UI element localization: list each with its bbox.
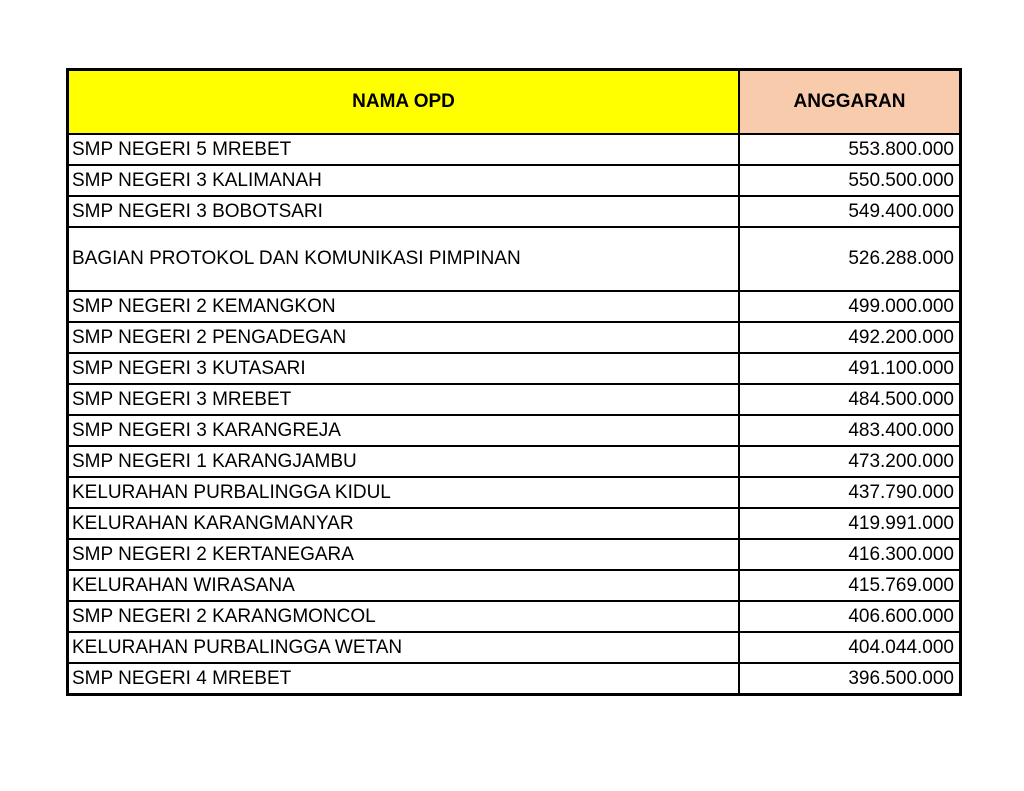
table-row: [68, 477, 961, 508]
table-row: [68, 415, 961, 446]
opd-name-cell: BAGIAN PROTOKOL DAN KOMUNIKASI PIMPINAN: [68, 227, 740, 291]
opd-name-cell: SMP NEGERI 3 KALIMANAH: [68, 165, 740, 196]
table-row: [68, 539, 961, 570]
table-header: [68, 70, 961, 135]
table-row: [68, 353, 961, 384]
table-row: [68, 165, 961, 196]
opd-name-cell: KELURAHAN PURBALINGGA KIDUL: [68, 477, 740, 508]
opd-name-cell: SMP NEGERI 2 PENGADEGAN: [68, 322, 740, 353]
table-row: [68, 322, 961, 353]
anggaran-cell: 473.200.000: [739, 446, 961, 477]
table-row: [68, 663, 961, 695]
table-row: [68, 570, 961, 601]
table-row: [68, 601, 961, 632]
anggaran-cell: 483.400.000: [739, 415, 961, 446]
table-row: [68, 291, 961, 322]
opd-name-cell: KELURAHAN WIRASANA: [68, 570, 740, 601]
table-row: [68, 508, 961, 539]
anggaran-cell: 396.500.000: [739, 663, 961, 695]
table-body: [68, 134, 961, 695]
opd-name-cell: SMP NEGERI 2 KERTANEGARA: [68, 539, 740, 570]
anggaran-cell: 419.991.000: [739, 508, 961, 539]
anggaran-cell: 549.400.000: [739, 196, 961, 227]
opd-name-cell: SMP NEGERI 2 KEMANGKON: [68, 291, 740, 322]
opd-name-cell: SMP NEGERI 2 KARANGMONCOL: [68, 601, 740, 632]
budget-table: [66, 68, 962, 696]
anggaran-cell: 416.300.000: [739, 539, 961, 570]
anggaran-cell: 550.500.000: [739, 165, 961, 196]
header-anggaran: ANGGARAN: [739, 70, 961, 135]
anggaran-cell: 526.288.000: [739, 227, 961, 291]
opd-name-cell: SMP NEGERI 5 MREBET: [68, 134, 740, 165]
table-row: [68, 227, 961, 291]
opd-name-cell: SMP NEGERI 4 MREBET: [68, 663, 740, 695]
anggaran-cell: 406.600.000: [739, 601, 961, 632]
opd-name-cell: SMP NEGERI 1 KARANGJAMBU: [68, 446, 740, 477]
table-row: [68, 446, 961, 477]
table-row: [68, 384, 961, 415]
opd-name-cell: SMP NEGERI 3 MREBET: [68, 384, 740, 415]
header-row: [68, 70, 961, 135]
table-row: [68, 196, 961, 227]
anggaran-cell: 492.200.000: [739, 322, 961, 353]
anggaran-cell: 491.100.000: [739, 353, 961, 384]
opd-name-cell: SMP NEGERI 3 BOBOTSARI: [68, 196, 740, 227]
opd-name-cell: SMP NEGERI 3 KUTASARI: [68, 353, 740, 384]
table-row: [68, 134, 961, 165]
anggaran-cell: 484.500.000: [739, 384, 961, 415]
opd-name-cell: KELURAHAN KARANGMANYAR: [68, 508, 740, 539]
anggaran-cell: 499.000.000: [739, 291, 961, 322]
table-row: [68, 632, 961, 663]
opd-name-cell: SMP NEGERI 3 KARANGREJA: [68, 415, 740, 446]
anggaran-cell: 415.769.000: [739, 570, 961, 601]
anggaran-cell: 404.044.000: [739, 632, 961, 663]
anggaran-cell: 437.790.000: [739, 477, 961, 508]
header-nama-opd: NAMA OPD: [68, 70, 740, 135]
anggaran-cell: 553.800.000: [739, 134, 961, 165]
opd-name-cell: KELURAHAN PURBALINGGA WETAN: [68, 632, 740, 663]
